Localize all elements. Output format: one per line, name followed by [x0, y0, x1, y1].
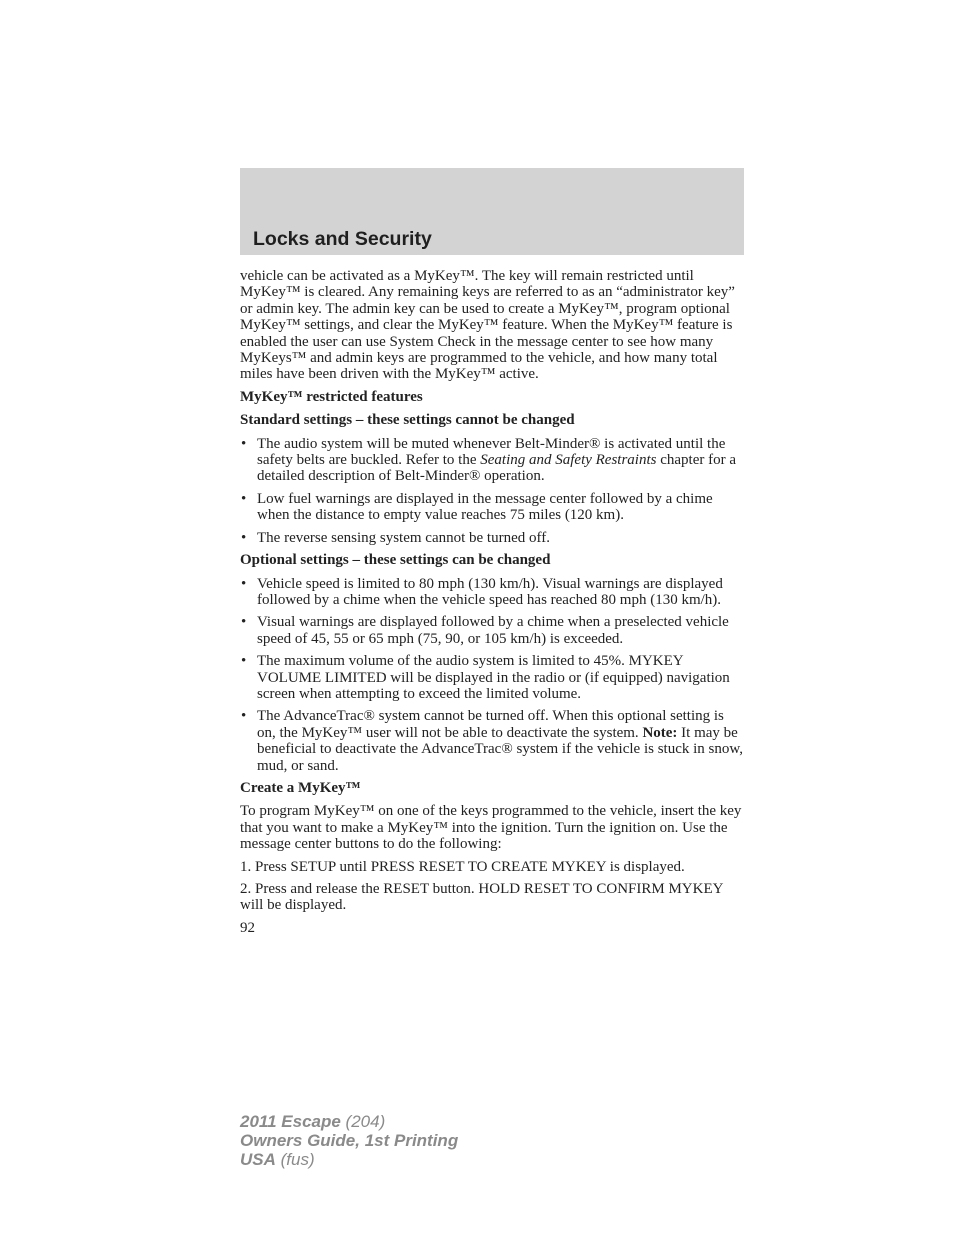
- footer-line-2: Owners Guide, 1st Printing: [240, 1131, 459, 1150]
- intro-paragraph: vehicle can be activated as a MyKey™. The key will remain restricted until MyKey™ is cleared. Any remaining keys are referred to as an “administrator key” or admin key. The admin key can be used to create a MyKey™, program optional MyKey™ settings, and clear the MyKey™ feature. When the MyKey™ feature is enabled the user can use System Check in the message center to see how many MyKeys™ and admin keys are programmed to the vehicle, and how many total miles have been driven with the MyKey™ active.: [240, 268, 735, 383]
- list-item: • The maximum volume of the audio system is limited to 45%. MYKEY VOLUME LIMITED will be displayed in the radio or (if equipped) navigation screen when attempting to exceed the limited volume.: [240, 653, 744, 702]
- list-item: • Vehicle speed is limited to 80 mph (130 km/h). Visual warnings are displayed followed by a chime when the vehicle speed has reached 80 mph (130 km/h).: [240, 576, 744, 609]
- list-item: • The reverse sensing system cannot be turned off.: [240, 530, 744, 546]
- note-label: Note:: [642, 724, 678, 741]
- create-mykey-heading: Create a MyKey™: [240, 779, 361, 796]
- list-item: • Visual warnings are displayed followed by a chime when a preselected vehicle speed of 45, 55 or 65 mph (75, 90, or 105 km/h) is exceeded.: [240, 614, 744, 647]
- list-item: • The audio system will be muted whenever Belt-Minder® is activated until the safety belts are buckled. Refer to the Seating and Safety Restraints chapter for a detailed description of Belt-Minder® operation.: [240, 436, 744, 485]
- create-step-2: 2. Press and release the RESET button. HOLD RESET TO CONFIRM MYKEY will be displayed.: [240, 881, 723, 914]
- optional-settings-list: [240, 576, 744, 774]
- restricted-features-heading: MyKey™ restricted features: [240, 388, 423, 405]
- create-step-1: 1. Press SETUP until PRESS RESET TO CREATE MYKEY is displayed.: [240, 858, 685, 875]
- list-item: • The AdvanceTrac® system cannot be turned off. When this optional setting is on, the MyKey™ user will not be able to deactivate the system. Note: It may be beneficial to deactivate the AdvanceTrac® system if the vehicle is stuck in snow, mud, or sand.: [240, 708, 744, 774]
- page-body: [240, 268, 744, 942]
- page-number: 92: [240, 919, 255, 936]
- document-footer: [240, 1112, 458, 1169]
- list-item: • Low fuel warnings are displayed in the message center followed by a chime when the distance to empty value reaches 75 miles (120 km).: [240, 491, 744, 524]
- section-header-band: [240, 168, 744, 255]
- optional-settings-heading: Optional settings – these settings can be changed: [240, 552, 551, 569]
- standard-settings-heading: Standard settings – these settings cannot be changed: [240, 412, 575, 429]
- create-mykey-intro: To program MyKey™ on one of the keys programmed to the vehicle, insert the key that you want to make a MyKey™ into the ignition. Turn the ignition on. Use the message center buttons to do the following:: [240, 803, 742, 853]
- footer-line-1: 2011 Escape (204): [240, 1112, 386, 1131]
- chapter-reference: Seating and Safety Restraints: [480, 452, 657, 469]
- footer-line-3: USA (fus): [240, 1150, 315, 1169]
- section-title: Locks and Security: [253, 228, 432, 250]
- standard-settings-list: [240, 436, 744, 546]
